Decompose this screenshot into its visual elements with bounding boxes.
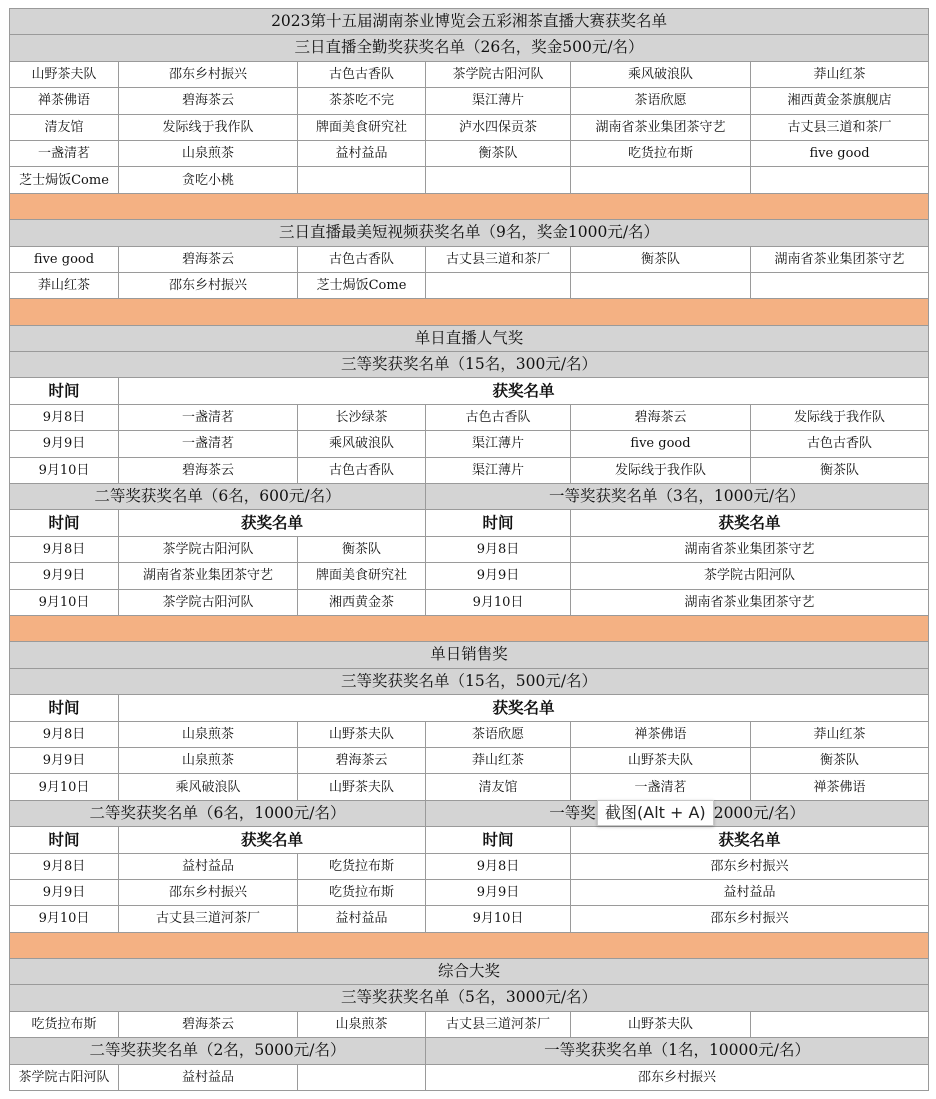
winner-cell: 禅茶佛语 (571, 721, 751, 747)
winner-cell: 山野茶夫队 (298, 774, 426, 800)
heading-row (10, 642, 929, 668)
winner-cell: 长沙绿茶 (298, 404, 426, 430)
winner-cell: 吃货拉布斯 (298, 853, 426, 879)
table-row (10, 167, 929, 193)
section-heading: 三日直播最美短视频获奖名单（9名，奖金1000元/名） (10, 220, 929, 246)
subsection-heading: 三等奖获奖名单（5名，3000元/名） (10, 985, 929, 1011)
winner-cell: 湖南省茶业集团茶守艺 (119, 563, 298, 589)
winner-cell: five good (751, 140, 929, 166)
winner-cell: 芝士焗饭Come (10, 167, 119, 193)
winner-cell: 邵东乡村振兴 (119, 61, 298, 87)
table-row (10, 853, 929, 879)
subsection-heading: 二等奖获奖名单（6名，1000元/名） (10, 800, 426, 826)
winner-cell: 湘西黄金茶旗舰店 (751, 88, 929, 114)
header-row (10, 510, 929, 536)
heading-row (10, 220, 929, 246)
date-cell: 9月10日 (426, 906, 571, 932)
winner-cell (751, 272, 929, 298)
winner-cell: 碧海茶云 (119, 1011, 298, 1037)
section-separator (10, 615, 929, 641)
date-cell: 9月9日 (426, 879, 571, 905)
subsection-heading: 二等奖获奖名单（6名，600元/名） (10, 484, 426, 510)
winner-cell: 衡茶队 (751, 457, 929, 483)
winner-cell: 莽山红茶 (10, 272, 119, 298)
winner-cell: 发际线于我作队 (571, 457, 751, 483)
winner-cell: 古色古香队 (298, 61, 426, 87)
winner-cell: 古色古香队 (751, 431, 929, 457)
header-row (10, 695, 929, 721)
date-cell: 9月8日 (10, 404, 119, 430)
winner-cell: 茶学院古阳河队 (119, 589, 298, 615)
subsection-heading: 三等奖获奖名单（15名，500元/名） (10, 668, 929, 694)
winner-cell: 益村益品 (298, 140, 426, 166)
winner-cell: 清友馆 (10, 114, 119, 140)
winner-cell: 茶茶吃不完 (298, 88, 426, 114)
time-header: 时间 (10, 695, 119, 721)
winner-cell: 茶语欣愿 (426, 721, 571, 747)
heading-row (10, 484, 929, 510)
separator-row (10, 615, 929, 641)
winner-cell (426, 167, 571, 193)
table-row (10, 457, 929, 483)
winner-cell: 衡茶队 (751, 747, 929, 773)
header-row (10, 827, 929, 853)
winner-cell: 古丈县三道河茶厂 (119, 906, 298, 932)
winner-cell: 古丈县三道河茶厂 (426, 1011, 571, 1037)
winner-cell: 湖南省茶业集团茶守艺 (571, 536, 929, 562)
heading-row (10, 35, 929, 61)
separator-row (10, 193, 929, 219)
section-separator (10, 932, 929, 958)
screenshot-tooltip: 截图(Alt + A) (597, 800, 714, 826)
section-heading: 单日销售奖 (10, 642, 929, 668)
table-row (10, 1011, 929, 1037)
date-cell: 9月9日 (10, 563, 119, 589)
winner-cell: 山野茶夫队 (571, 747, 751, 773)
winner-cell: 益村益品 (119, 853, 298, 879)
winner-cell (571, 167, 751, 193)
winner-cell: 清友馆 (426, 774, 571, 800)
winner-cell: 益村益品 (119, 1064, 298, 1090)
date-cell: 9月8日 (10, 721, 119, 747)
date-cell: 9月9日 (10, 879, 119, 905)
winner-cell: 茶学院古阳河队 (119, 536, 298, 562)
winner-cell: 邵东乡村振兴 (571, 853, 929, 879)
winner-cell: 渠江薄片 (426, 88, 571, 114)
winner-cell: 发际线于我作队 (119, 114, 298, 140)
winner-cell: 莽山红茶 (751, 721, 929, 747)
date-cell: 9月9日 (10, 431, 119, 457)
winner-cell (571, 272, 751, 298)
time-header: 时间 (10, 378, 119, 404)
winner-cell: 碧海茶云 (119, 88, 298, 114)
winner-cell: 莽山红茶 (426, 747, 571, 773)
winner-cell: 古色古香队 (298, 457, 426, 483)
winner-cell: 乘风破浪队 (571, 61, 751, 87)
winner-cell: 古色古香队 (298, 246, 426, 272)
winner-cell: 茶学院古阳河队 (426, 61, 571, 87)
separator-row (10, 932, 929, 958)
table-row (10, 589, 929, 615)
winner-cell: 碧海茶云 (298, 747, 426, 773)
winner-cell: 邵东乡村振兴 (426, 1064, 929, 1090)
table-row (10, 431, 929, 457)
winner-cell: 发际线于我作队 (751, 404, 929, 430)
table-row (10, 140, 929, 166)
winner-cell: 一盏清茗 (119, 431, 298, 457)
names-header: 获奖名单 (571, 827, 929, 853)
winner-cell: 一盏清茗 (571, 774, 751, 800)
winner-cell (298, 167, 426, 193)
winner-cell: 吃货拉布斯 (298, 879, 426, 905)
date-cell: 9月10日 (10, 906, 119, 932)
date-cell: 9月10日 (426, 589, 571, 615)
table-row (10, 721, 929, 747)
names-header: 获奖名单 (119, 695, 929, 721)
winner-cell: 山泉煎茶 (119, 721, 298, 747)
winner-cell: 衡茶队 (426, 140, 571, 166)
winner-cell: five good (10, 246, 119, 272)
winner-cell: 古色古香队 (426, 404, 571, 430)
table-row (10, 404, 929, 430)
names-header: 获奖名单 (119, 510, 426, 536)
section-separator (10, 299, 929, 325)
section-heading: 综合大奖 (10, 959, 929, 985)
winner-cell: 湖南省茶业集团茶守艺 (751, 246, 929, 272)
table-row (10, 88, 929, 114)
time-header: 时间 (10, 827, 119, 853)
winner-cell: 邵东乡村振兴 (571, 906, 929, 932)
winner-cell: 衡茶队 (571, 246, 751, 272)
table-row (10, 747, 929, 773)
names-header: 获奖名单 (119, 827, 426, 853)
winner-cell: 益村益品 (571, 879, 929, 905)
table-row (10, 114, 929, 140)
winner-cell: 茶学院古阳河队 (571, 563, 929, 589)
names-header: 获奖名单 (119, 378, 929, 404)
section-heading: 三日直播全勤奖获奖名单（26名，奖金500元/名） (10, 35, 929, 61)
names-header: 获奖名单 (571, 510, 929, 536)
heading-right: 2000元/名） (713, 803, 805, 822)
winner-cell: five good (571, 431, 751, 457)
winner-cell: 山野茶夫队 (10, 61, 119, 87)
time-header: 时间 (426, 510, 571, 536)
winner-cell: 碧海茶云 (571, 404, 751, 430)
table-row (10, 61, 929, 87)
time-header: 时间 (10, 510, 119, 536)
winner-cell: 吃货拉布斯 (10, 1011, 119, 1037)
winner-cell: 衡茶队 (298, 536, 426, 562)
winner-cell: 牌面美食研究社 (298, 563, 426, 589)
heading-row (10, 800, 929, 826)
table-row (10, 906, 929, 932)
winner-cell: 湘西黄金茶 (298, 589, 426, 615)
table-row (10, 1064, 929, 1090)
subsection-heading: 一等奖获奖名单（3名，1000元/名） (426, 484, 929, 510)
winner-cell: 乘风破浪队 (298, 431, 426, 457)
separator-row (10, 299, 929, 325)
heading-left: 一等奖 (549, 803, 596, 822)
winner-cell: 禅茶佛语 (751, 774, 929, 800)
page-title: 2023第十五届湖南茶业博览会五彩湘茶直播大赛获奖名单 (10, 9, 929, 35)
time-header: 时间 (426, 827, 571, 853)
date-cell: 9月8日 (10, 853, 119, 879)
title-row (10, 9, 929, 35)
heading-row (10, 959, 929, 985)
winner-cell (298, 1064, 426, 1090)
date-cell: 9月9日 (10, 747, 119, 773)
table-row (10, 774, 929, 800)
table-row (10, 563, 929, 589)
header-row (10, 378, 929, 404)
winner-cell: 一盏清茗 (10, 140, 119, 166)
table-row (10, 879, 929, 905)
subsection-heading: 三等奖获奖名单（15名，300元/名） (10, 352, 929, 378)
winner-cell: 茶学院古阳河队 (10, 1064, 119, 1090)
winner-cell (426, 272, 571, 298)
winner-cell: 山泉煎茶 (119, 140, 298, 166)
heading-row (10, 668, 929, 694)
table-row (10, 272, 929, 298)
winner-cell: 泸水四保贡茶 (426, 114, 571, 140)
winner-cell: 益村益品 (298, 906, 426, 932)
section-heading: 单日直播人气奖 (10, 325, 929, 351)
award-table (9, 8, 929, 1091)
winner-cell: 山野茶夫队 (571, 1011, 751, 1037)
winner-cell: 吃货拉布斯 (571, 140, 751, 166)
subsection-heading: 二等奖获奖名单（2名，5000元/名） (10, 1038, 426, 1064)
winner-cell: 禅茶佛语 (10, 88, 119, 114)
winner-cell: 山野茶夫队 (298, 721, 426, 747)
winner-cell: 古丈县三道和茶厂 (426, 246, 571, 272)
winner-cell: 一盏清茗 (119, 404, 298, 430)
winner-cell: 莽山红茶 (751, 61, 929, 87)
winner-cell: 贪吃小桃 (119, 167, 298, 193)
winner-cell (751, 1011, 929, 1037)
table-row (10, 246, 929, 272)
winner-cell: 渠江薄片 (426, 431, 571, 457)
subsection-heading: 一等奖获奖名单（1名，10000元/名） (426, 1038, 929, 1064)
winner-cell: 碧海茶云 (119, 457, 298, 483)
date-cell: 9月9日 (426, 563, 571, 589)
table-row (10, 536, 929, 562)
winner-cell: 碧海茶云 (119, 246, 298, 272)
winner-cell: 邵东乡村振兴 (119, 272, 298, 298)
winner-cell: 茶语欣愿 (571, 88, 751, 114)
winner-cell: 牌面美食研究社 (298, 114, 426, 140)
date-cell: 9月10日 (10, 457, 119, 483)
date-cell: 9月8日 (426, 853, 571, 879)
winner-cell (751, 167, 929, 193)
date-cell: 9月10日 (10, 589, 119, 615)
winner-cell: 芝士焗饭Come (298, 272, 426, 298)
date-cell: 9月10日 (10, 774, 119, 800)
winner-cell: 山泉煎茶 (298, 1011, 426, 1037)
date-cell: 9月8日 (10, 536, 119, 562)
winner-cell: 邵东乡村振兴 (119, 879, 298, 905)
winner-cell: 渠江薄片 (426, 457, 571, 483)
winner-cell: 古丈县三道和茶厂 (751, 114, 929, 140)
heading-row (10, 325, 929, 351)
heading-row (10, 985, 929, 1011)
heading-row (10, 352, 929, 378)
winner-cell: 乘风破浪队 (119, 774, 298, 800)
section-separator (10, 193, 929, 219)
winner-cell: 湖南省茶业集团茶守艺 (571, 589, 929, 615)
winner-cell: 山泉煎茶 (119, 747, 298, 773)
heading-row (10, 1038, 929, 1064)
date-cell: 9月8日 (426, 536, 571, 562)
winner-cell: 湖南省茶业集团茶守艺 (571, 114, 751, 140)
